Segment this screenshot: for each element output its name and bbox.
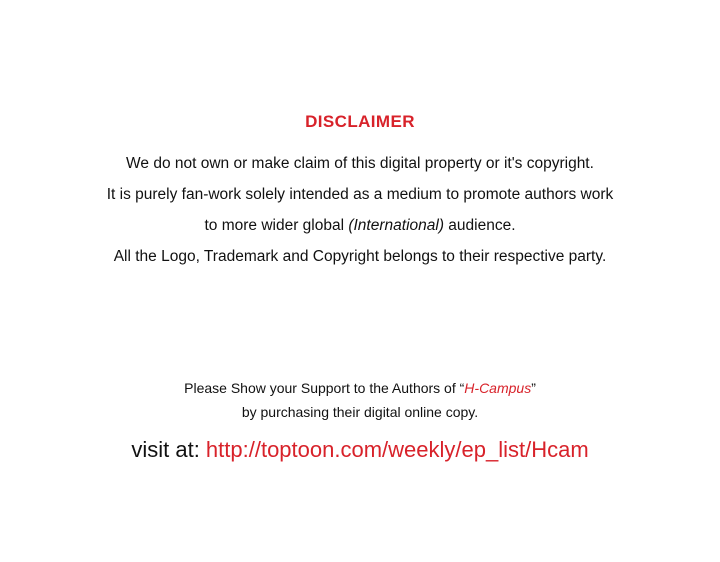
disclaimer-line-1: We do not own or make claim of this digital property or it's copyright. (126, 155, 594, 172)
disclaimer-line-3-emphasis: (International) (348, 217, 444, 234)
disclaimer-line-3-prefix: to more wider global (204, 217, 349, 234)
support-line-2: by purchasing their digital online copy. (241, 404, 479, 420)
support-title: H-Campus (464, 380, 532, 396)
disclaimer-title: DISCLAIMER (305, 112, 415, 131)
support-block (0, 376, 720, 424)
disclaimer-body (0, 148, 720, 272)
visit-line (0, 437, 720, 463)
disclaimer-line-3-suffix: audience. (443, 217, 516, 234)
visit-url-link[interactable]: http://toptoon.com/weekly/ep_list/Hcam (205, 437, 589, 462)
disclaimer-line-2: It is purely fan-work solely intended as a medium to promote authors work (106, 186, 614, 203)
support-line-1-prefix: Please Show your Support to the Authors of “ (184, 380, 465, 396)
visit-label: visit at: (131, 437, 206, 462)
disclaimer-line-3 (0, 210, 720, 241)
support-line-1 (0, 376, 720, 400)
disclaimer-line-4: All the Logo, Trademark and Copyright belongs to their respective party. (113, 248, 607, 265)
support-line-1-suffix: ” (531, 380, 536, 396)
